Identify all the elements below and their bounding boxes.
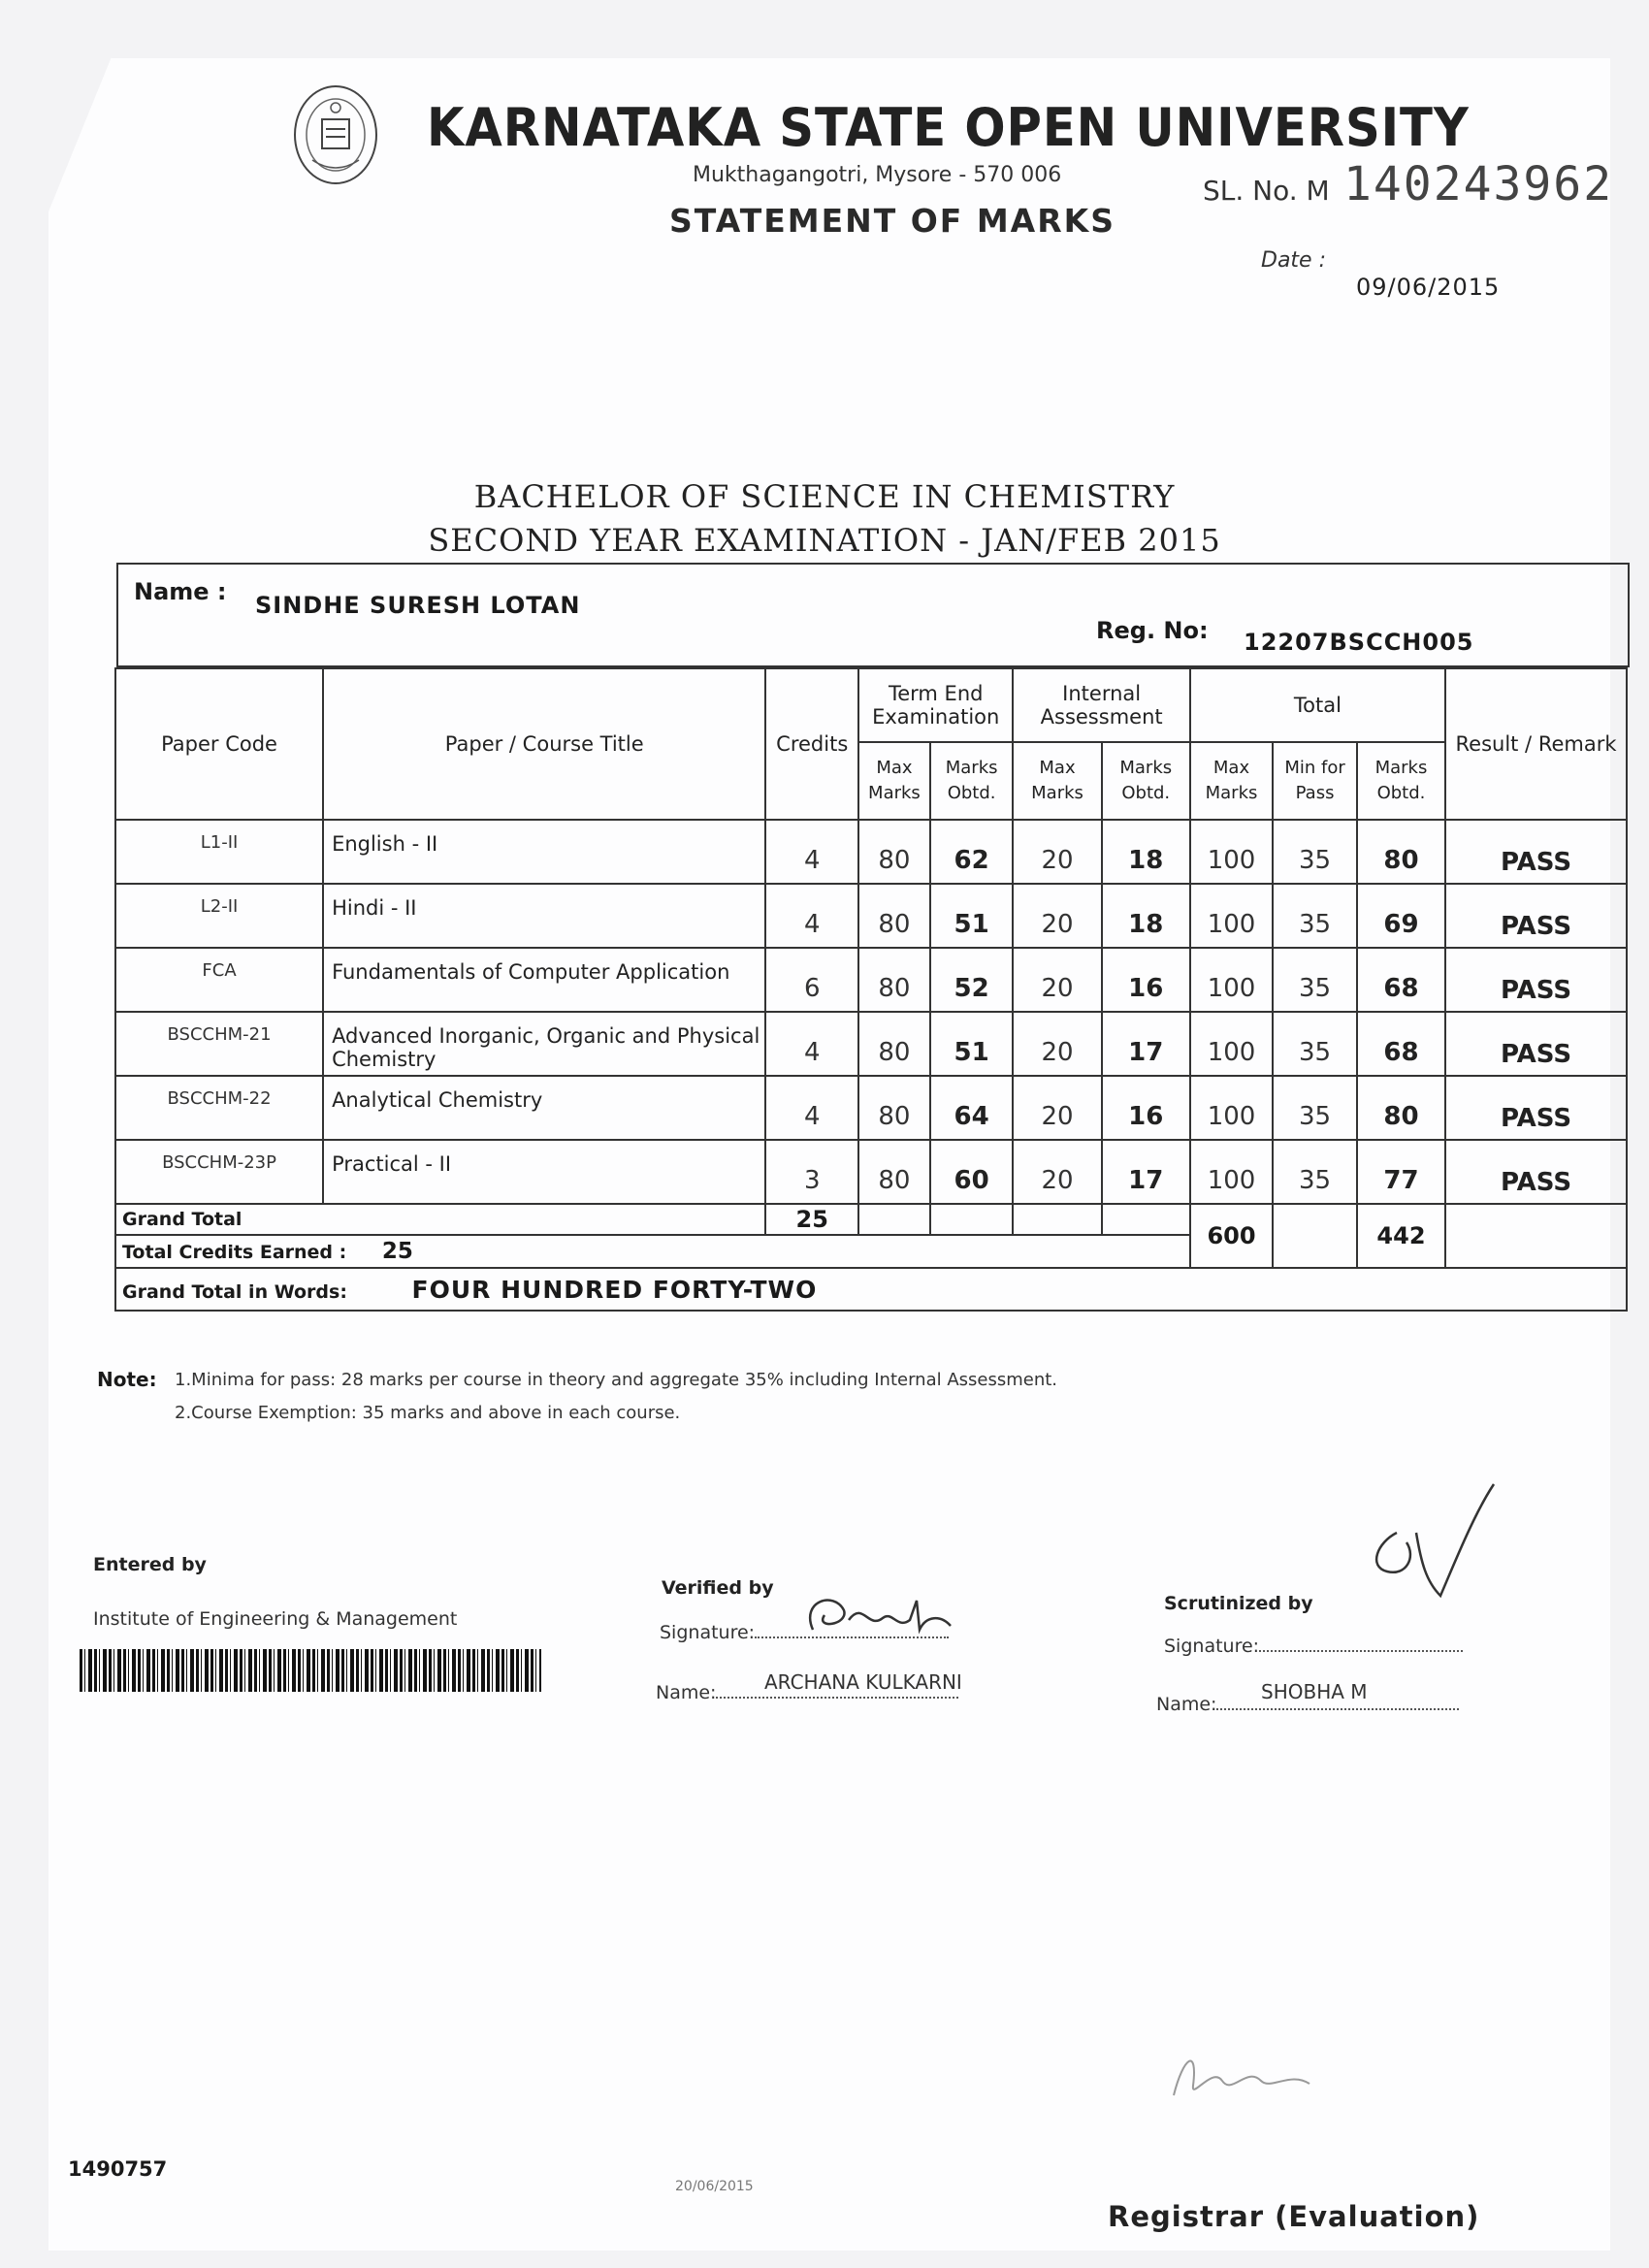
cell-ia-max: 20 [1013,1076,1101,1140]
table-row [115,948,1627,1012]
credits-earned-value: 25 [381,1239,413,1264]
cell-code: FCA [115,948,323,1012]
cell-title: Practical - II [323,1140,765,1204]
university-address: Mukthagangotri, Mysore - 570 006 [693,163,1062,187]
date-label: Date : [1261,248,1326,273]
footer-number: 1490757 [68,2157,168,2181]
grand-total-obtd: 442 [1357,1204,1445,1268]
grand-total-credits: 25 [765,1204,858,1235]
cell-result: PASS [1445,884,1627,948]
scrutinized-signature-label: Signature: [1164,1636,1260,1657]
scrutinized-name: SHOBHA M [1261,1680,1368,1703]
cell-result: PASS [1445,820,1627,884]
verified-by-label: Verified by [662,1577,774,1599]
university-name: KARNATAKA STATE OPEN UNIVERSITY [427,97,1470,158]
examination-name: SECOND YEAR EXAMINATION - JAN/FEB 2015 [428,522,1221,559]
cell-tot-min: 35 [1273,1076,1357,1140]
cell-te-obtd: 62 [930,820,1014,884]
cell-title: Hindi - II [323,884,765,948]
cell-tot-max: 100 [1190,884,1273,948]
cell-ia-max: 20 [1013,1140,1101,1204]
cell-te-obtd: 51 [930,884,1014,948]
cell-tot-min: 35 [1273,1140,1357,1204]
cell-ia-max: 20 [1013,948,1101,1012]
registration-label: Reg. No: [1096,617,1209,644]
cell-credits: 4 [765,820,858,884]
note-label: Note: [97,1368,157,1391]
table-row [115,1076,1627,1140]
cell-te-max: 80 [858,884,930,948]
serial-number-value: 140243962 [1343,157,1614,211]
cell-credits: 3 [765,1140,858,1204]
cell-tot-max: 100 [1190,1012,1273,1076]
cell-te-max: 80 [858,1012,930,1076]
cell-credits: 4 [765,1076,858,1140]
table-row [115,1012,1627,1076]
verified-name-label: Name: [656,1682,717,1703]
cell-te-obtd: 60 [930,1140,1014,1204]
cell-credits: 6 [765,948,858,1012]
note-line-2: 2.Course Exemption: 35 marks and above in each course. [175,1403,681,1423]
footer-date: 20/06/2015 [675,2179,754,2194]
header-term-end: Term End Examination [858,668,1013,742]
cell-result: PASS [1445,1012,1627,1076]
cell-ia-obtd: 17 [1102,1012,1190,1076]
header-ia-max: Max Marks [1013,742,1101,820]
grand-total-words-label: Grand Total in Words: [122,1280,347,1303]
table-row [115,820,1627,884]
cell-tot-obtd: 80 [1357,1076,1445,1140]
header-total: Total [1190,668,1445,742]
cell-tot-min: 35 [1273,948,1357,1012]
cell-result: PASS [1445,1140,1627,1204]
serial-number-label: SL. No. M [1203,175,1330,207]
cell-te-obtd: 64 [930,1076,1014,1140]
cell-ia-obtd: 18 [1102,884,1190,948]
cell-te-max: 80 [858,948,930,1012]
header-paper-code: Paper Code [115,668,323,820]
header-result: Result / Remark [1445,668,1627,820]
document-title: STATEMENT OF MARKS [669,202,1116,240]
cell-title: Analytical Chemistry [323,1076,765,1140]
cell-code: BSCCHM-22 [115,1076,323,1140]
registration-number: 12207BSCCH005 [1244,629,1474,656]
barcode [80,1649,541,1692]
cell-te-max: 80 [858,820,930,884]
cell-ia-obtd: 17 [1102,1140,1190,1204]
entered-by-institute: Institute of Engineering & Management [93,1608,458,1630]
cell-te-max: 80 [858,1140,930,1204]
verified-name: ARCHANA KULKARNI [764,1670,962,1694]
header-internal: Internal Assessment [1013,668,1189,742]
table-row [115,884,1627,948]
header-te-obtd: Marks Obtd. [930,742,1014,820]
note-line-1: 1.Minima for pass: 28 marks per course in theory and aggregate 35% including Internal Assessment. [175,1370,1058,1390]
student-name: SINDHE SURESH LOTAN [255,592,581,619]
date-value: 09/06/2015 [1356,274,1501,301]
verified-signature-mark [795,1591,970,1649]
header-te-max: Max Marks [858,742,930,820]
cell-tot-obtd: 80 [1357,820,1445,884]
entered-by-label: Entered by [93,1554,207,1575]
cell-title: English - II [323,820,765,884]
cell-title: Advanced Inorganic, Organic and Physical Chemistry [323,1012,765,1076]
grand-total-label: Grand Total [115,1204,765,1235]
cell-tot-max: 100 [1190,820,1273,884]
cell-result: PASS [1445,948,1627,1012]
cell-tot-obtd: 68 [1357,1012,1445,1076]
grand-total-words-row [115,1268,1627,1311]
cell-ia-max: 20 [1013,820,1101,884]
cell-code: L1-II [115,820,323,884]
grand-total-max: 600 [1190,1204,1273,1268]
cell-ia-obtd: 16 [1102,948,1190,1012]
cell-te-max: 80 [858,1076,930,1140]
cell-tot-min: 35 [1273,820,1357,884]
scrutinized-name-label: Name: [1156,1694,1217,1715]
verified-signature-label: Signature: [660,1622,756,1643]
header-course-title: Paper / Course Title [323,668,765,820]
scrutinized-signature-mark [1348,1474,1504,1620]
cell-tot-obtd: 68 [1357,948,1445,1012]
cell-tot-min: 35 [1273,1012,1357,1076]
cell-ia-max: 20 [1013,884,1101,948]
registrar-designation: Registrar (Evaluation) [1108,2200,1480,2233]
cell-ia-max: 20 [1013,1012,1101,1076]
cell-ia-obtd: 16 [1102,1076,1190,1140]
cell-tot-obtd: 77 [1357,1140,1445,1204]
cell-ia-obtd: 18 [1102,820,1190,884]
header-total-obtd: Marks Obtd. [1357,742,1445,820]
cell-te-obtd: 51 [930,1012,1014,1076]
university-seal-logo [291,82,380,187]
cell-tot-obtd: 69 [1357,884,1445,948]
cell-tot-max: 100 [1190,948,1273,1012]
cell-tot-max: 100 [1190,1140,1273,1204]
credits-earned-row [115,1235,1190,1268]
cell-code: BSCCHM-21 [115,1012,323,1076]
registrar-signature-mark [1154,2037,1348,2115]
marks-table [114,667,1628,1312]
header-credits: Credits [765,668,858,820]
cell-credits: 4 [765,884,858,948]
credits-earned-label: Total Credits Earned : [122,1242,347,1263]
cell-result: PASS [1445,1076,1627,1140]
cell-credits: 4 [765,1012,858,1076]
table-row [115,1140,1627,1204]
cell-title: Fundamentals of Computer Application [323,948,765,1012]
cell-tot-min: 35 [1273,884,1357,948]
cell-tot-max: 100 [1190,1076,1273,1140]
scrutinized-signature-line [1164,1636,1463,1657]
student-name-label: Name : [134,578,227,605]
cell-te-obtd: 52 [930,948,1014,1012]
header-total-max: Max Marks [1190,742,1273,820]
grand-total-words-value: FOUR HUNDRED FORTY-TWO [411,1275,818,1304]
cell-code: BSCCHM-23P [115,1140,323,1204]
header-total-min: Min for Pass [1273,742,1357,820]
header-ia-obtd: Marks Obtd. [1102,742,1190,820]
scrutinized-by-label: Scrutinized by [1164,1593,1313,1614]
program-name: BACHELOR OF SCIENCE IN CHEMISTRY [473,478,1176,515]
cell-code: L2-II [115,884,323,948]
